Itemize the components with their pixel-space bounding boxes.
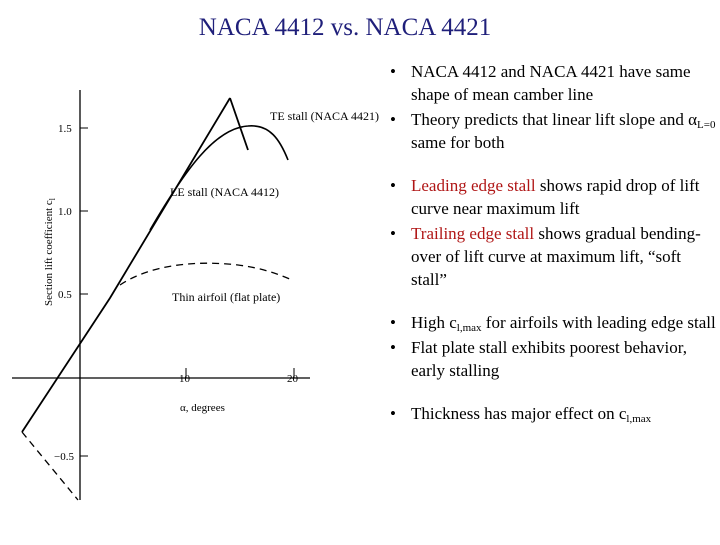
te-stall-label: TE stall (NACA 4421) <box>270 109 379 123</box>
y-tick-label-neg-0-5: −0.5 <box>54 451 74 463</box>
bullet-list <box>388 60 718 445</box>
le-stall-label: LE stall (NACA 4412) <box>170 185 279 199</box>
slide-title: NACA 4412 vs. NACA 4421 <box>198 14 492 41</box>
bullet-thickness <box>388 402 718 425</box>
bullet-camber <box>388 60 718 106</box>
bullet-group-thickness <box>388 402 718 425</box>
bullet-dot: • <box>390 176 396 195</box>
alpha-subscript: L=0 <box>697 119 716 131</box>
bullet-text: NACA 4412 and NACA 4421 have same shape of mean camber line <box>411 62 691 104</box>
bullet-dot: • <box>390 313 396 332</box>
bullet-text: High c <box>411 313 457 332</box>
bullet-text: same for both <box>411 133 505 152</box>
te-stall-curve <box>150 126 288 230</box>
bullet-dot: • <box>390 110 396 129</box>
bullet-le-stall <box>388 174 718 220</box>
bullet-text: shows rapid drop of lift curve near maximum lift <box>411 176 700 218</box>
bullet-flat-plate <box>388 336 718 382</box>
y-tick-label-0-5: 0.5 <box>58 289 72 301</box>
highlight-text: Leading edge stall <box>411 176 536 195</box>
bullet-text: Flat plate stall exhibits poorest behavior, early stalling <box>411 338 687 380</box>
bullet-text: for airfoils with leading edge stall <box>481 313 716 332</box>
lift-curve-figure <box>0 60 400 540</box>
y-axis-label: Section lift coefficient $c_l$ <box>43 197 57 306</box>
bullet-text: Theory predicts that linear lift slope and <box>411 110 689 129</box>
thin-airfoil-label: Thin airfoil (flat plate) <box>172 290 281 304</box>
clmax-subscript: l,max <box>456 322 482 334</box>
bullet-te-stall <box>388 222 718 291</box>
bullet-dot: • <box>390 62 396 81</box>
bullet-dot: • <box>390 404 396 423</box>
bullet-dot: • <box>390 224 396 243</box>
x-tick-label-20: 20 <box>287 373 298 385</box>
bullet-group-clmax <box>388 311 718 382</box>
bullet-group-stall <box>388 174 718 291</box>
bullet-group-camber <box>388 60 718 154</box>
bullet-high-clmax <box>388 311 718 334</box>
alpha-symbol: α <box>688 110 698 129</box>
y-tick-label-1-5: 1.5 <box>58 123 72 135</box>
bullet-theory <box>388 108 718 154</box>
highlight-text: Trailing edge stall <box>411 224 535 243</box>
bullet-dot: • <box>390 338 396 357</box>
lift-curve-plot <box>0 60 400 540</box>
y-tick-label-1-0: 1.0 <box>58 206 72 218</box>
clmax-subscript: l,max <box>626 413 652 425</box>
le-stall-curve <box>230 98 248 150</box>
bullet-text: Thickness has major effect on c <box>411 404 627 423</box>
x-tick-label-10: 10 <box>179 373 190 385</box>
lift-curve-dashed-extension <box>22 432 78 500</box>
x-axis-label: α, degrees <box>180 402 225 414</box>
bullet-text: shows gradual bending-over of lift curve at maximum lift, “soft stall” <box>411 224 701 289</box>
thin-airfoil-curve <box>120 263 292 285</box>
